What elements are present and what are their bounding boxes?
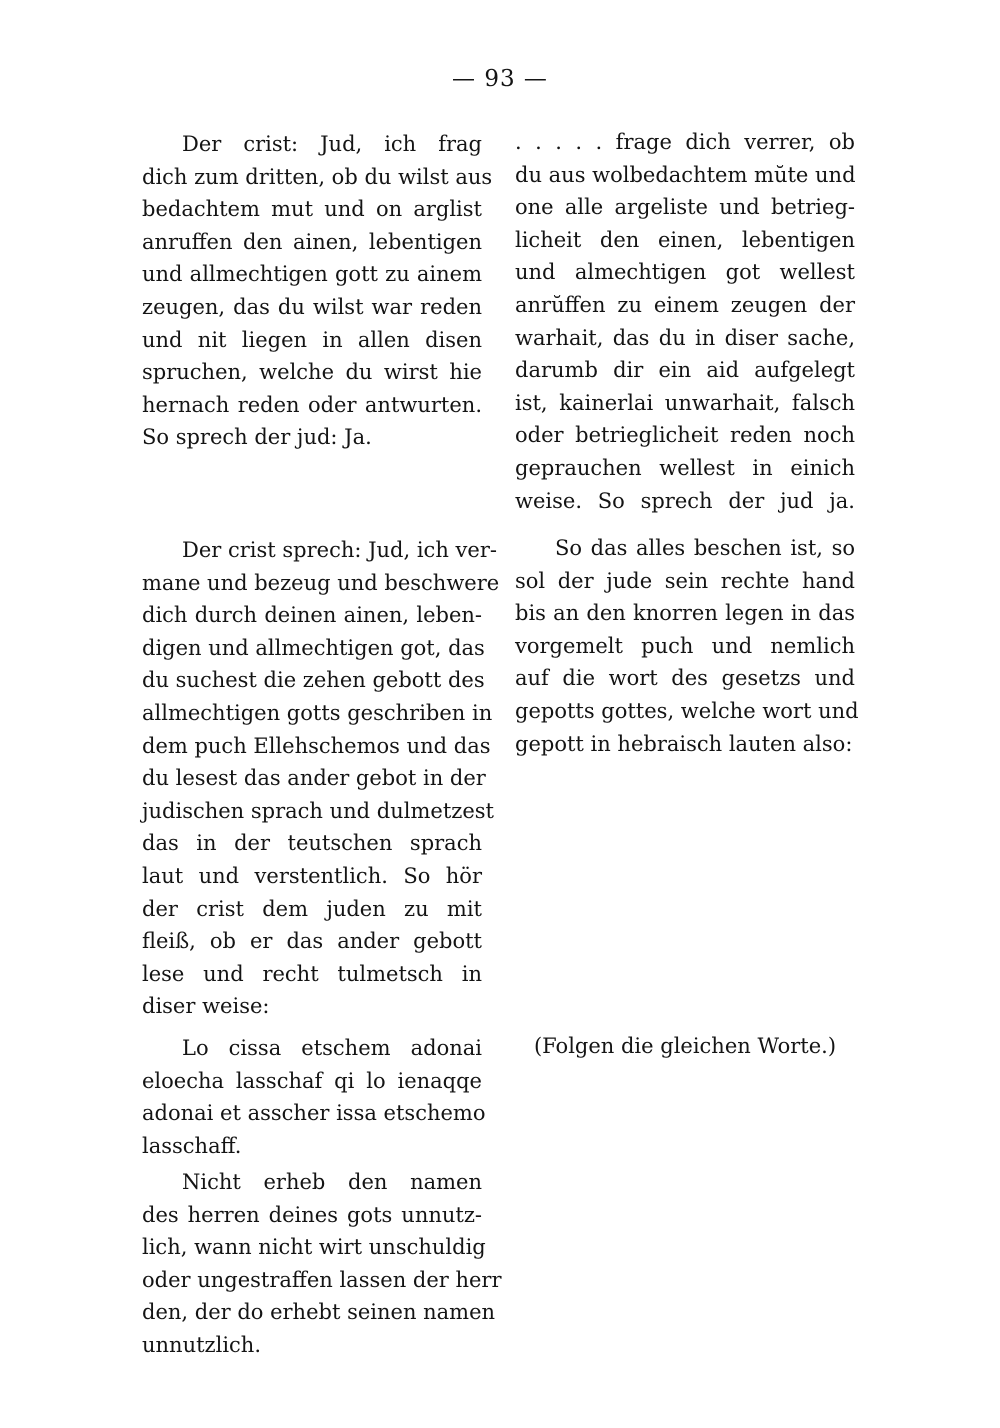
text-line: allmechtigen gotts geschriben in (142, 700, 493, 725)
text-line: oder ungestraffen lassen der herr (142, 1267, 502, 1292)
text-line: gepott in hebraisch lauten also: (515, 731, 853, 756)
left-paragraph-3 (142, 1032, 486, 1162)
text-line: des herren deines gots unnutz- (142, 1202, 482, 1227)
text-line: ist, kainerlai unwarhait, falsch (515, 390, 855, 415)
text-line: das in der teutschen sprach (142, 831, 482, 856)
text-line: du lesest das ander gebot in der (142, 766, 486, 791)
left-paragraph-2 (142, 534, 500, 1023)
text-line: one alle argeliste und betrieg- (515, 195, 855, 220)
text-line: und almechtigen got wellest (515, 260, 855, 285)
text-line: mane und bezeug und beschwere (142, 570, 500, 595)
left-paragraph-1 (142, 128, 493, 454)
text-line: dich zum dritten, ob du wilst aus (142, 164, 493, 189)
left-paragraph-4 (142, 1166, 502, 1362)
text-line: den, der do erhebt seinen namen (142, 1300, 496, 1325)
text-line: So das alles beschen ist, so (555, 536, 855, 560)
text-line: eloecha lasschaf qi lo ienaqqe (142, 1068, 482, 1093)
text-line: geprauchen wellest in einich (515, 455, 855, 480)
text-line: Nicht erheb den namen (182, 1170, 482, 1194)
text-line: Der crist: Jud, ich frag (182, 132, 482, 156)
text-line: bis an den knorren legen in das (515, 601, 855, 626)
text-line: anrŭffen zu einem zeugen der (515, 292, 855, 317)
text-line: digen und allmechtigen got, das (142, 635, 485, 660)
text-line: lich, wann nicht wirt unschuldig (142, 1235, 486, 1260)
text-line: . . . . . frage dich verrer, ob (515, 130, 855, 154)
text-line: gepotts gottes, welche wort und (515, 698, 859, 723)
text-line: unnutzlich. (142, 1332, 261, 1357)
text-line: der crist dem juden zu mit (142, 896, 482, 921)
text-line: oder betrieglicheit reden noch (515, 423, 855, 448)
text-line: bedachtem mut und on arglist (142, 197, 482, 222)
text-line: laut und verstentlich. So hör (142, 863, 482, 888)
text-line: (Folgen die gleichen Worte.) (533, 1034, 837, 1058)
text-line: dich durch deinen ainen, leben- (142, 603, 482, 628)
text-line: darumb dir ein aid aufgelegt (515, 358, 855, 383)
text-line: fleiß, ob er das ander gebott (142, 929, 482, 954)
page-number: — 93 — (452, 66, 548, 92)
text-line: hernach reden oder antwurten. (142, 392, 482, 417)
text-line: So sprech der jud: Ja. (142, 425, 372, 450)
text-line: licheit den einen, lebentigen (515, 227, 855, 252)
right-paragraph-3 (515, 1030, 855, 1063)
text-line: spruchen, welche du wirst hie (142, 360, 482, 385)
text-line: auf die wort des gesetzs und (515, 666, 855, 691)
text-line: diser weise: (142, 994, 270, 1019)
text-line: judischen sprach und dulmetzest (142, 798, 494, 823)
text-line: vorgemelt puch und nemlich (515, 633, 855, 658)
text-line: dem puch Ellehschemos und das (142, 733, 491, 758)
text-line: lasschaff. (142, 1133, 242, 1158)
text-line: weise. So sprech der jud ja. (515, 488, 855, 513)
text-line: sol der jude sein rechte hand (515, 568, 855, 593)
text-line: und allmechtigen gott zu ainem (142, 262, 482, 287)
text-line: lese und recht tulmetsch in (142, 961, 482, 986)
right-paragraph-1 (515, 126, 855, 517)
text-line: warhait, das du in diser sache, (515, 325, 855, 350)
text-line: zeugen, das du wilst war reden (142, 294, 482, 319)
text-line: du aus wolbedachtem mŭte und (515, 162, 856, 187)
text-line: und nit liegen in allen disen (142, 327, 482, 352)
right-paragraph-2 (515, 532, 859, 760)
text-line: Lo cissa etschem adonai (182, 1036, 482, 1060)
text-line: adonai et asscher issa etschemo (142, 1101, 486, 1126)
text-line: Der crist sprech: Jud, ich ver- (182, 538, 497, 562)
text-line: anruffen den ainen, lebentigen (142, 229, 482, 254)
text-line: du suchest die zehen gebott des (142, 668, 485, 693)
